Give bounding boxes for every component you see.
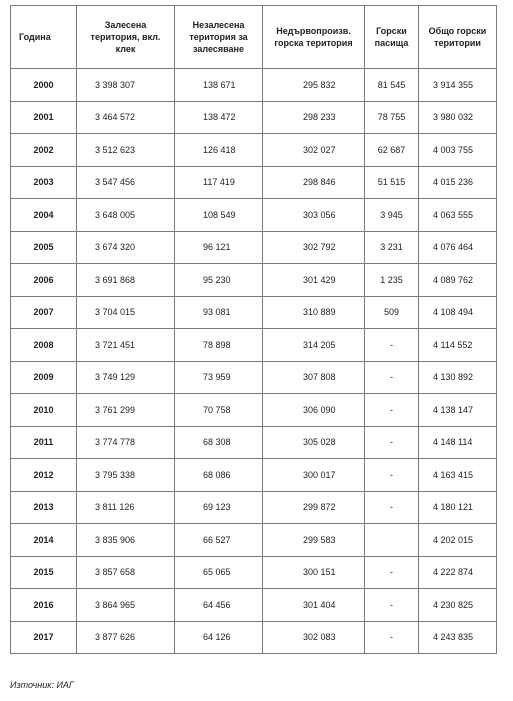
- forest-territories-table: [10, 5, 497, 654]
- table-row: [11, 556, 497, 589]
- afforested-cell: 3 547 456: [77, 166, 175, 199]
- nonproductive-cell: 299 583: [263, 524, 365, 557]
- unafforested-cell: 65 065: [175, 556, 263, 589]
- total-cell: 4 015 236: [419, 166, 497, 199]
- pastures-cell: 1 235: [365, 264, 419, 297]
- total-cell: 4 243 835: [419, 621, 497, 654]
- total-cell: 4 138 147: [419, 394, 497, 427]
- total-cell: 4 148 114: [419, 426, 497, 459]
- year-cell: 2006: [11, 264, 77, 297]
- nonproductive-cell: 310 889: [263, 296, 365, 329]
- pastures-cell: -: [365, 329, 419, 362]
- unafforested-cell: 117 419: [175, 166, 263, 199]
- total-cell: 4 180 121: [419, 491, 497, 524]
- total-cell: 4 108 494: [419, 296, 497, 329]
- table-row: [11, 329, 497, 362]
- nonproductive-cell: 302 027: [263, 134, 365, 167]
- table-row: [11, 394, 497, 427]
- afforested-cell: 3 864 965: [77, 589, 175, 622]
- table-row: [11, 621, 497, 654]
- nonproductive-cell: 295 832: [263, 69, 365, 102]
- unafforested-cell: 68 086: [175, 459, 263, 492]
- unafforested-cell: 93 081: [175, 296, 263, 329]
- table-row: [11, 69, 497, 102]
- unafforested-cell: 108 549: [175, 199, 263, 232]
- afforested-cell: 3 774 778: [77, 426, 175, 459]
- pastures-cell: -: [365, 426, 419, 459]
- afforested-cell: 3 648 005: [77, 199, 175, 232]
- afforested-cell: 3 704 015: [77, 296, 175, 329]
- total-cell: 4 089 762: [419, 264, 497, 297]
- nonproductive-cell: 301 404: [263, 589, 365, 622]
- unafforested-cell: 95 230: [175, 264, 263, 297]
- pastures-cell: -: [365, 589, 419, 622]
- afforested-cell: 3 835 906: [77, 524, 175, 557]
- total-cell: 4 130 892: [419, 361, 497, 394]
- header-pastures: Горски пасища: [365, 6, 419, 69]
- total-cell: 3 980 032: [419, 101, 497, 134]
- year-cell: 2009: [11, 361, 77, 394]
- table-row: [11, 524, 497, 557]
- year-cell: 2010: [11, 394, 77, 427]
- header-unafforested: Незалесена територия за залесяване: [175, 6, 263, 69]
- table-row: [11, 491, 497, 524]
- year-cell: 2016: [11, 589, 77, 622]
- pastures-cell: -: [365, 556, 419, 589]
- nonproductive-cell: 302 083: [263, 621, 365, 654]
- nonproductive-cell: 301 429: [263, 264, 365, 297]
- table-row: [11, 231, 497, 264]
- table-row: [11, 426, 497, 459]
- pastures-cell: 3 945: [365, 199, 419, 232]
- nonproductive-cell: 305 028: [263, 426, 365, 459]
- table-row: [11, 264, 497, 297]
- year-cell: 2011: [11, 426, 77, 459]
- pastures-cell: 3 231: [365, 231, 419, 264]
- afforested-cell: 3 857 658: [77, 556, 175, 589]
- total-cell: 4 003 755: [419, 134, 497, 167]
- unafforested-cell: 64 126: [175, 621, 263, 654]
- unafforested-cell: 126 418: [175, 134, 263, 167]
- table-row: [11, 589, 497, 622]
- nonproductive-cell: 298 846: [263, 166, 365, 199]
- pastures-cell: 509: [365, 296, 419, 329]
- pastures-cell: 81 545: [365, 69, 419, 102]
- year-cell: 2004: [11, 199, 77, 232]
- afforested-cell: 3 398 307: [77, 69, 175, 102]
- pastures-cell: -: [365, 491, 419, 524]
- nonproductive-cell: 314 205: [263, 329, 365, 362]
- year-cell: 2015: [11, 556, 77, 589]
- afforested-cell: 3 761 299: [77, 394, 175, 427]
- nonproductive-cell: 307 808: [263, 361, 365, 394]
- nonproductive-cell: 302 792: [263, 231, 365, 264]
- table-row: [11, 361, 497, 394]
- year-cell: 2005: [11, 231, 77, 264]
- total-cell: 4 230 825: [419, 589, 497, 622]
- unafforested-cell: 66 527: [175, 524, 263, 557]
- total-cell: 4 222 874: [419, 556, 497, 589]
- unafforested-cell: 70 758: [175, 394, 263, 427]
- afforested-cell: 3 721 451: [77, 329, 175, 362]
- table-row: [11, 296, 497, 329]
- unafforested-cell: 69 123: [175, 491, 263, 524]
- unafforested-cell: 68 308: [175, 426, 263, 459]
- total-cell: 4 202 015: [419, 524, 497, 557]
- afforested-cell: 3 691 868: [77, 264, 175, 297]
- afforested-cell: 3 795 338: [77, 459, 175, 492]
- nonproductive-cell: 300 017: [263, 459, 365, 492]
- afforested-cell: 3 749 129: [77, 361, 175, 394]
- year-cell: 2014: [11, 524, 77, 557]
- table-body: [11, 69, 497, 654]
- header-afforested: Залесена територия, вкл. клек: [77, 6, 175, 69]
- nonproductive-cell: 306 090: [263, 394, 365, 427]
- afforested-cell: 3 811 126: [77, 491, 175, 524]
- table-header-row: [11, 6, 497, 69]
- unafforested-cell: 96 121: [175, 231, 263, 264]
- unafforested-cell: 64 456: [175, 589, 263, 622]
- afforested-cell: 3 464 572: [77, 101, 175, 134]
- year-cell: 2001: [11, 101, 77, 134]
- year-cell: 2012: [11, 459, 77, 492]
- table-row: [11, 459, 497, 492]
- pastures-cell: -: [365, 621, 419, 654]
- pastures-cell: [365, 524, 419, 557]
- year-cell: 2017: [11, 621, 77, 654]
- pastures-cell: 51 515: [365, 166, 419, 199]
- year-cell: 2008: [11, 329, 77, 362]
- total-cell: 4 076 464: [419, 231, 497, 264]
- source-note: Източник: ИАГ: [10, 680, 74, 690]
- table-row: [11, 199, 497, 232]
- year-cell: 2000: [11, 69, 77, 102]
- pastures-cell: 62 687: [365, 134, 419, 167]
- unafforested-cell: 138 472: [175, 101, 263, 134]
- afforested-cell: 3 877 626: [77, 621, 175, 654]
- header-total: Общо горски територии: [419, 6, 497, 69]
- pastures-cell: -: [365, 394, 419, 427]
- total-cell: 4 163 415: [419, 459, 497, 492]
- table-row: [11, 101, 497, 134]
- nonproductive-cell: 298 233: [263, 101, 365, 134]
- pastures-cell: -: [365, 459, 419, 492]
- table-row: [11, 134, 497, 167]
- nonproductive-cell: 299 872: [263, 491, 365, 524]
- total-cell: 3 914 355: [419, 69, 497, 102]
- afforested-cell: 3 512 623: [77, 134, 175, 167]
- pastures-cell: -: [365, 361, 419, 394]
- header-nonproductive: Недървопроизв. горска територия: [263, 6, 365, 69]
- afforested-cell: 3 674 320: [77, 231, 175, 264]
- table-row: [11, 166, 497, 199]
- year-cell: 2003: [11, 166, 77, 199]
- total-cell: 4 063 555: [419, 199, 497, 232]
- unafforested-cell: 138 671: [175, 69, 263, 102]
- year-cell: 2013: [11, 491, 77, 524]
- year-cell: 2002: [11, 134, 77, 167]
- year-cell: 2007: [11, 296, 77, 329]
- nonproductive-cell: 300 151: [263, 556, 365, 589]
- header-year: Година: [11, 6, 77, 69]
- total-cell: 4 114 552: [419, 329, 497, 362]
- unafforested-cell: 78 898: [175, 329, 263, 362]
- nonproductive-cell: 303 056: [263, 199, 365, 232]
- unafforested-cell: 73 959: [175, 361, 263, 394]
- pastures-cell: 78 755: [365, 101, 419, 134]
